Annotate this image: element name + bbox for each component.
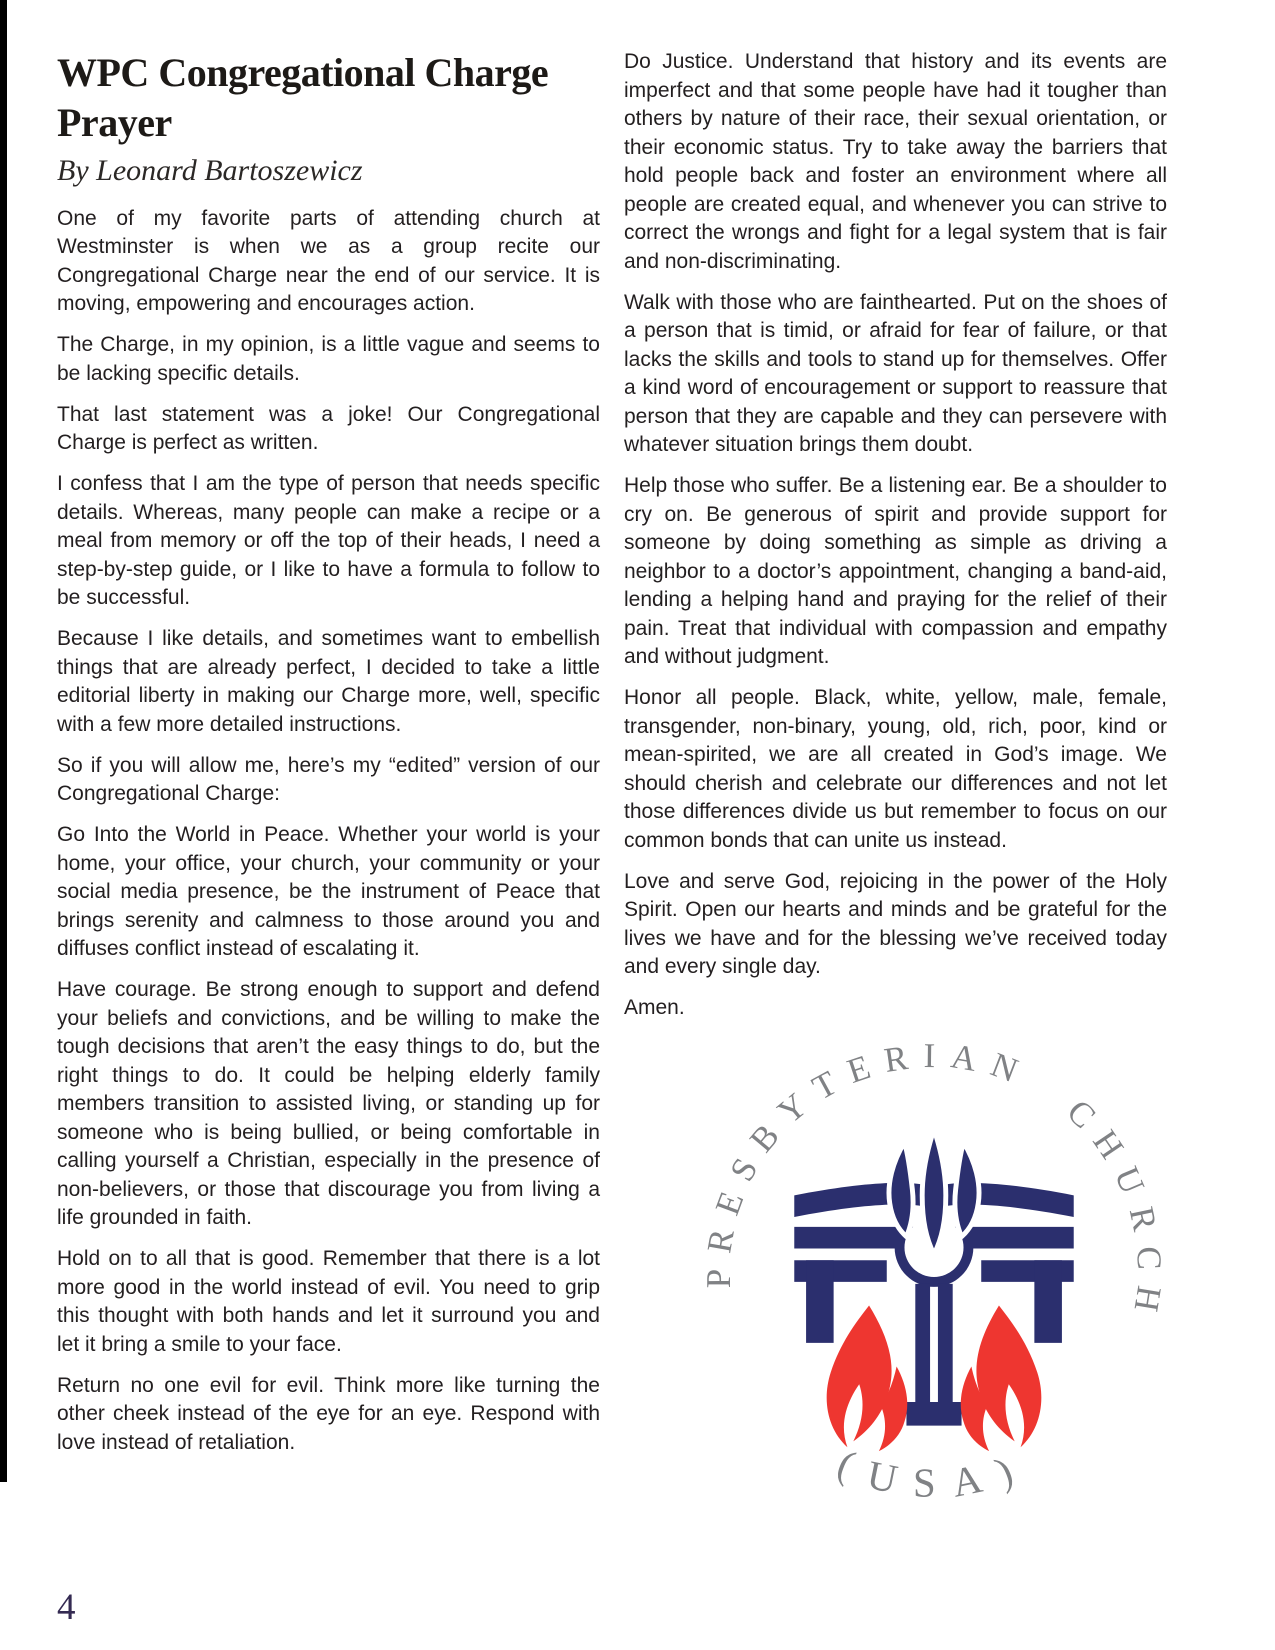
paragraph: Hold on to all that is good. Remember that there is a lot more good in the world instead of evil. You need to grip this thought with both hands and let it surround you and let it bring a smile to your face. xyxy=(57,1247,600,1356)
page-number: 4 xyxy=(57,1587,76,1628)
two-column-layout xyxy=(57,48,1170,1511)
paragraph: That last statement was a joke! Our Congregational Charge is perfect as written. xyxy=(57,402,600,455)
flame-icon xyxy=(827,1305,908,1451)
paragraph: Return no one evil for evil. Think more like turning the other cheek instead of the eye for an eye. Respond with love instead of retaliation. xyxy=(57,1373,600,1454)
pcusa-seal-graphic xyxy=(694,1031,1174,1511)
paragraph: Go Into the World in Peace. Whether your world is your home, your office, your church, your community or your social media presence, be the instrument of Peace that brings serenity and calmness to those around you and diffuses conflict instead of escalating it. xyxy=(57,823,600,961)
byline: By Leonard Bartoszewicz xyxy=(57,153,363,187)
flame-icon xyxy=(961,1305,1042,1451)
paragraph: Help those who suffer. Be a listening ear. Be a shoulder to cry on. Be generous of spirit and provide support for someone by doing something as simple as driving a neighbor to a doctor’s appointment, changing a band-aid, lending a helping hand and praying for the relief of their pain. Treat that individual with compassion and empathy and without judgment. xyxy=(624,474,1167,668)
paragraph: I confess that I am the type of person that needs specific details. Whereas, many people can make a recipe or a meal from memory or off the top of their heads, I need a step-by-step guide, or I like to have a formula to follow to be successful. xyxy=(57,472,600,610)
left-column xyxy=(57,48,600,1511)
paragraph: So if you will allow me, here’s my “edited” version of our Congregational Charge: xyxy=(57,753,600,806)
ring-text-top: PRESBYTERIAN CHURCH xyxy=(698,1035,1170,1328)
paragraph: Love and serve God, rejoicing in the power of the Holy Spirit. Open our hearts and minds and be grateful for the lives we have and for the blessing we’ve received today and every single day. xyxy=(624,869,1167,978)
ring-text-bottom: (USA) xyxy=(831,1440,1037,1506)
paragraph: Do Justice. Understand that history and its events are imperfect and that some people have had it tougher than others by nature of their race, their sexual orientation, or their economic status. Try to take away the barriers that hold people back and foster an environment where all people are created equal, and whenever you can strive to correct the wrongs and fight for a legal system that is fair and non-discriminating. xyxy=(624,50,1167,273)
right-column xyxy=(624,48,1170,1511)
paragraph: Honor all people. Black, white, yellow, male, female, transgender, non-binary, young, old, rich, poor, kind or mean-spirited, we are all created in God’s image. We should cherish and celebrate our differences and not let those differences divide us but remember to focus on our common bonds that can unite us instead. xyxy=(624,686,1167,852)
paragraph: One of my favorite parts of attending church at Westminster is when we as a group recite our Congregational Charge near the end of our service. It is moving, empowering and encourages action. xyxy=(57,206,600,316)
dove-icon xyxy=(889,1129,979,1254)
paragraph: Walk with those who are fainthearted. Put on the shoes of a person that is timid, or afraid for fear of failure, or that lacks the skills and tools to stand up for themselves. Offer a kind word of encouragement or support to reassure that person that they are capable and they can persevere with whatever situation brings them doubt. xyxy=(624,290,1167,456)
paragraph: The Charge, in my opinion, is a little vague and seems to be lacking specific details. xyxy=(57,333,600,385)
left-edge-scan-artifact xyxy=(0,0,7,1482)
amen-text: Amen. xyxy=(624,996,685,1019)
cross-columns xyxy=(906,1283,961,1425)
page-title: WPC Congregational Charge Prayer xyxy=(57,50,549,146)
paragraph: Have courage. Be strong enough to support and defend your beliefs and convictions, and be willing to make the tough decisions that aren’t the easy things to do, but the right things to do. It could be helping elderly family members transition to assisted living, or standing up for someone who is being bullied, or being comfortable in calling yourself a Christian, especially in the presence of non-believers, or those that discourage you from living a life grounded in faith. xyxy=(57,978,600,1230)
pcusa-logo xyxy=(694,1031,1174,1511)
paragraph: Because I like details, and sometimes want to embellish things that are already perfect, I decided to take a little editorial liberty in making our Charge more, well, specific with a few more detailed instructions. xyxy=(57,627,600,736)
